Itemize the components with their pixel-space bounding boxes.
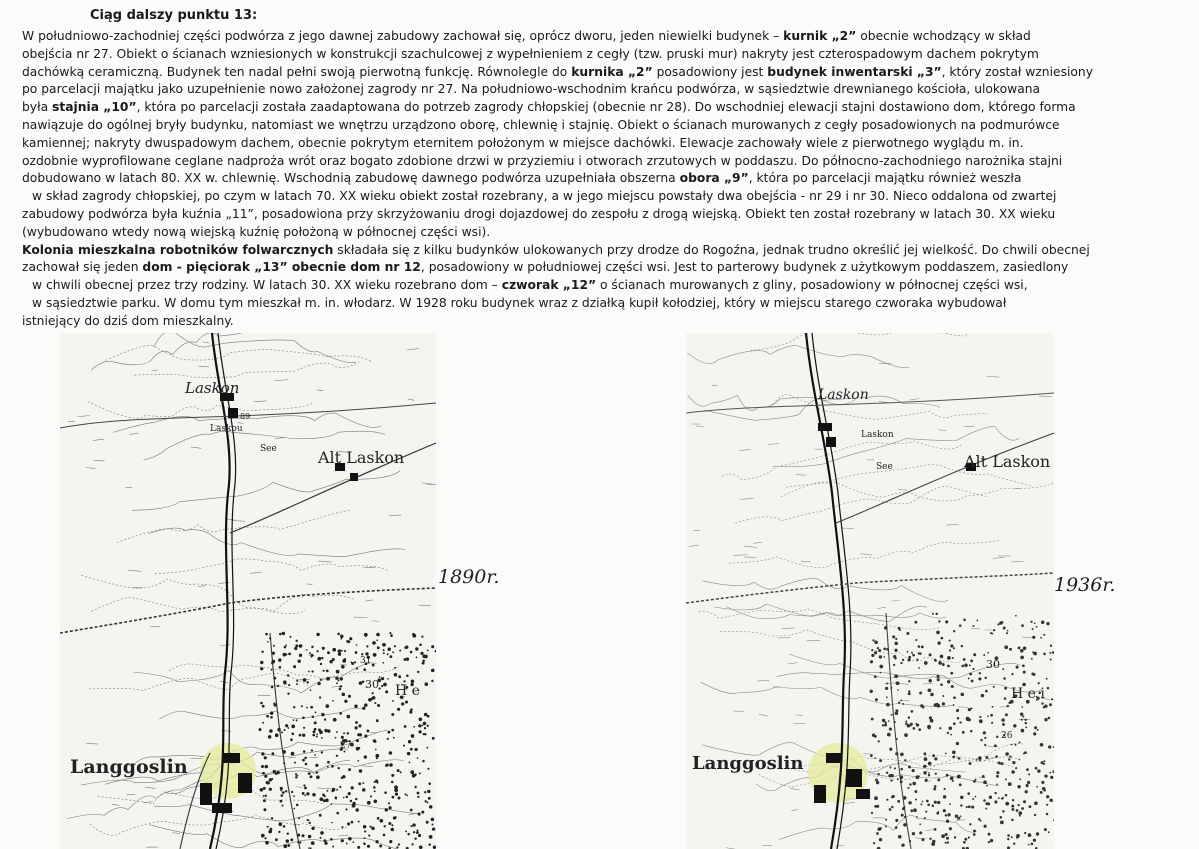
label-hei: H e i	[1011, 686, 1045, 702]
label-alt-laskon: Alt Laskon	[318, 448, 405, 467]
text-run: dobudowano w latach 80. XX w. chlewnię. Wschodnią zabudowę dawnego podwórza uzupełniała obszerna	[22, 171, 680, 186]
bold-term: czworak „12”	[501, 278, 597, 293]
label-26: 26	[1001, 731, 1013, 741]
historic-map-1890	[60, 333, 436, 849]
label-laskon-small: Laskon	[861, 430, 894, 440]
text-run: obecnie wchodzący w skład	[856, 29, 1031, 43]
text-run: była	[22, 100, 53, 115]
text-run: w chwili obecnej przez trzy rodziny. W latach 30. XX wieku rozebrano dom –	[32, 278, 502, 293]
text-run: istniejący do dziś dom mieszkalny.	[22, 313, 234, 328]
text-run: , który został wzniesiony	[941, 64, 1093, 79]
text-run: ozdobnie wyprofilowane ceglane nadproża wrót oraz bogato zdobione drzwi w przyziemiu i otworach zrzutowych w poddaszu. Do północno-zachodniego narożnika stajni	[22, 153, 1063, 168]
label-langgoslin: Langgoslin	[70, 756, 188, 778]
label-laskon: Laskon	[185, 379, 240, 397]
bold-term: obora „9”	[679, 171, 749, 186]
text-line	[22, 28, 1184, 46]
text-run: składała się z kilku budynków ulokowanych przy drodze do Rogoźna, jednak trudno określić jej wielkość. Do chwili obecnej	[333, 242, 1090, 257]
text-line	[22, 206, 1184, 224]
text-run: obejścia nr 27. Obiekt o ścianach wzniesionych w konstrukcji szachulcowej z wypełnieniem z cegły (tzw. pruski mur) nakryty jest czterospadowym dachem pokrytym	[22, 46, 1039, 61]
text-run: w sąsiedztwie parku. W domu tym mieszkał m. in. włodarz. W 1928 roku budynek wraz z działką kupił kołodziej, który w miejscu starego czworaka wybudował	[32, 295, 1007, 310]
map-1890-drawing	[60, 333, 436, 849]
text-line	[22, 135, 1184, 153]
bold-term: Kolonia mieszkalna robotników folwarcznych	[22, 242, 334, 257]
label-89: 89	[240, 412, 251, 421]
label-see: See	[260, 444, 277, 454]
text-line	[22, 170, 1184, 188]
map-1936-drawing	[686, 333, 1054, 849]
year-label-1936: 1936r.	[1054, 574, 1116, 596]
text-line	[22, 99, 1184, 117]
label-alt-laskon: Alt Laskon	[964, 452, 1051, 471]
bold-term: kurnik „2”	[783, 29, 857, 43]
text-line	[22, 295, 1184, 313]
text-line	[22, 224, 1184, 242]
text-line	[22, 81, 1184, 99]
label-30: 30	[365, 678, 379, 691]
text-run: o ścianach murowanych z gliny, posadowiony w północnej części wsi,	[596, 278, 1028, 293]
label-see: See	[876, 462, 893, 472]
label-langgoslin: Langgoslin	[692, 753, 804, 774]
text-run: W południowo-zachodniej części podwórza z jego dawnej zabudowy zachował się, oprócz dworu, jeden niewielki budynek –	[22, 29, 784, 43]
year-label-1890: 1890r.	[438, 566, 500, 588]
text-line	[22, 313, 1184, 331]
text-run: kamiennej; nakryty dwuspadowym dachem, obecnie pokrytym eternitem położonym w miejsce dachówki. Elewacje zachowały wiele z pierwotnego wyglądu m. in.	[22, 135, 1024, 150]
label-laskon: Laskon	[818, 387, 869, 403]
text-run: zabudowy podwórza była kuźnia „11”, posadowiona przy skrzyżowaniu drogi dojazdowej do zespołu z drogą wiejską. Obiekt ten został rozebrany w latach 30. XX wieku	[22, 206, 1056, 221]
page-heading: Ciąg dalszy punktu 13:	[90, 8, 258, 23]
text-line	[22, 242, 1184, 260]
text-run: , która po parcelacji została zaadaptowana do potrzeb zagrody chłopskiej (obecnie nr 28). Do wschodniej elewacji stajni dostawiono dom, którego forma	[136, 100, 1076, 115]
body-text	[22, 28, 1184, 331]
text-line	[22, 277, 1184, 295]
label-30: 30	[986, 658, 1000, 671]
bold-term: dom - pięciorak „13” obecnie dom nr 12	[142, 260, 421, 275]
label-hei: H e	[395, 683, 420, 699]
bold-term: budynek inwentarski „3”	[767, 64, 942, 79]
label-31: 31	[360, 656, 372, 666]
text-line	[22, 117, 1184, 135]
text-run: dachówką ceramiczną. Budynek ten nadal pełni swoją pierwotną funkcję. Równolegle do	[22, 64, 572, 79]
text-line	[22, 153, 1184, 171]
text-line	[22, 188, 1184, 206]
text-line	[22, 46, 1184, 64]
text-run: posadowiony jest	[652, 64, 768, 79]
label-laskou: Laskou	[210, 424, 243, 434]
text-run: nawiązuje do ogólnej bryły budynku, natomiast we wnętrzu urządzono oborę, chlewnię i stajnię. Obiekt o ścianach murowanych z cegły posadowionych na podmurówce	[22, 117, 1060, 132]
bold-term: stajnia „10”	[52, 100, 137, 115]
text-run: , posadowiony w południowej części wsi. Jest to parterowy budynek z użytkowym poddaszem, zasiedlony	[420, 260, 1069, 275]
bold-term: kurnika „2”	[571, 64, 653, 79]
text-run: po parcelacji majątku jako uzupełnienie nowo założonej zagrody nr 27. Na południowo-wschodnim krańcu podwórza, w sąsiedztwie drewnianego kościoła, ulokowana	[22, 82, 1041, 97]
text-run: , która po parcelacji majątku również weszła	[748, 171, 1022, 186]
text-line	[22, 259, 1184, 277]
label-27: 27	[340, 741, 352, 751]
text-run: zachował się jeden	[22, 260, 143, 275]
text-line	[22, 64, 1184, 82]
historic-map-1936	[686, 333, 1054, 849]
text-run: w skład zagrody chłopskiej, po czym w latach 70. XX wieku obiekt został rozebrany, a w jego miejscu powstały dwa obejścia - nr 29 i nr 30. Nieco oddalona od zwartej	[32, 189, 1057, 204]
text-run: (wybudowano wtedy nową wiejską kuźnię położoną w północnej części wsi).	[22, 224, 491, 239]
